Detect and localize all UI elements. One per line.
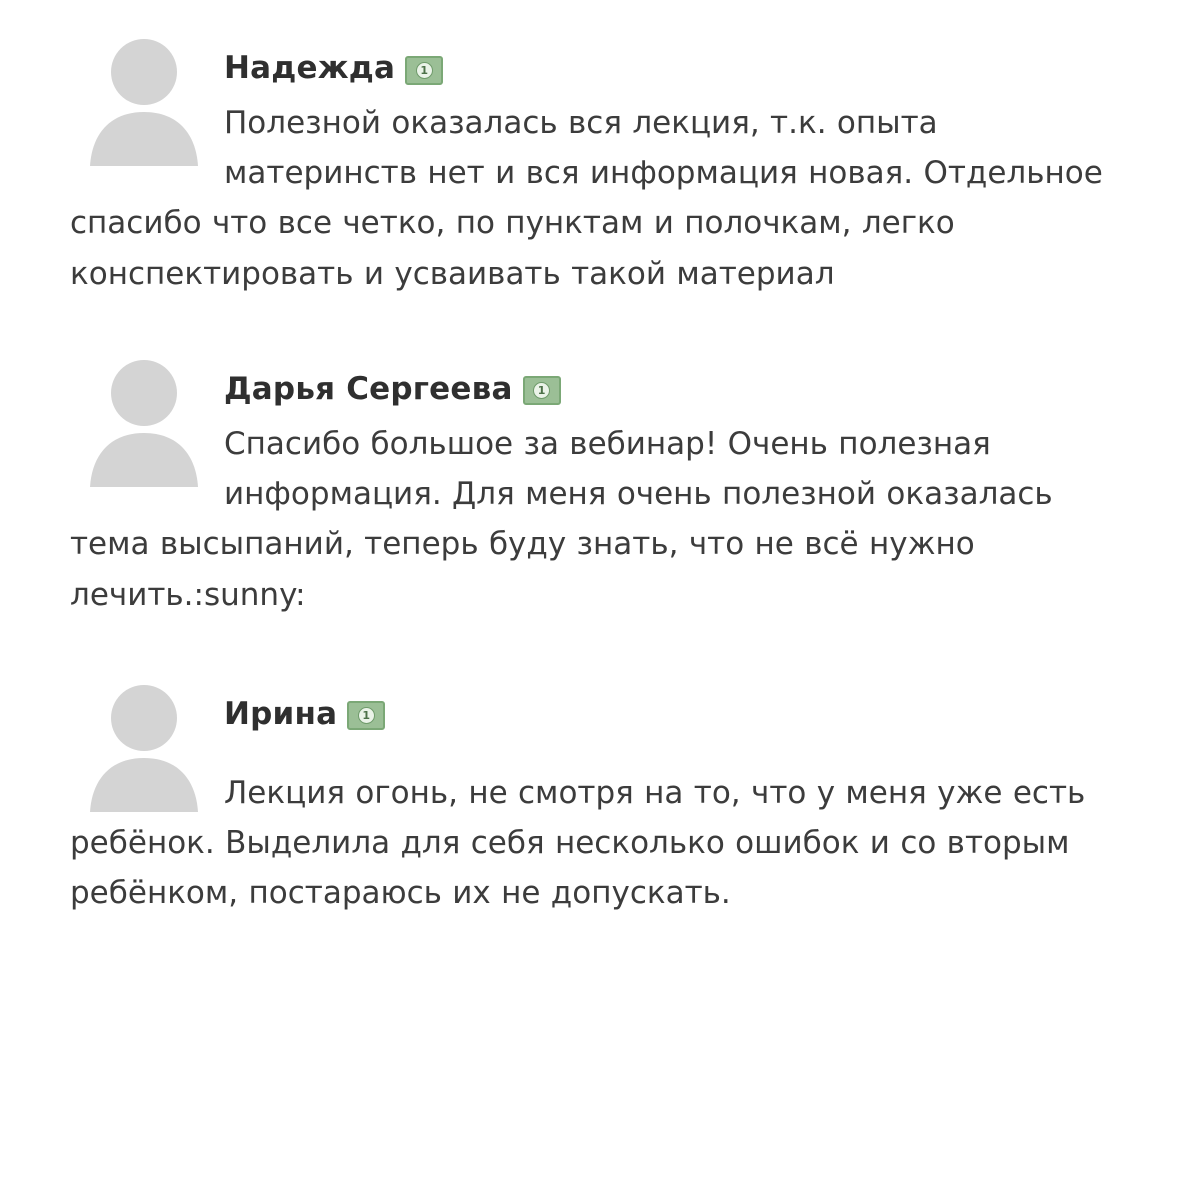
default-avatar-icon: [70, 349, 218, 489]
comment-item: [70, 28, 1130, 299]
comment-text: Полезной оказалась вся лекция, т.к. опыта материнств нет и вся информация новая. Отдельное спасибо что все четко, по пунктам и полочкам, легко конспектировать и усваивать такой материал: [70, 105, 1103, 292]
money-badge-icon: [347, 701, 385, 730]
money-badge-icon: [405, 56, 443, 85]
comment-author-name: Надежда: [224, 50, 396, 86]
default-avatar-icon: [70, 674, 218, 814]
comment-text: Спасибо большое за вебинар! Очень полезная информация. Для меня очень полезной оказалась тема высыпаний, теперь буду знать, что не всё нужно лечить.:sunny:: [70, 425, 1053, 613]
comment-text: Лекция огонь, не смотря на то, что у меня уже есть ребёнок. Выделила для себя несколько ошибок и со вторым ребёнком, постараюсь их не допускать.: [70, 774, 1086, 912]
money-badge-symbol: 1: [358, 707, 375, 724]
comment-author-row: [224, 28, 1130, 86]
comment-item: [70, 674, 1130, 919]
comment-author-name: Дарья Сергеева: [224, 370, 513, 407]
money-badge-symbol: 1: [533, 382, 550, 399]
default-avatar-icon: [70, 28, 218, 168]
comment-author-name: Ирина: [224, 695, 338, 732]
money-badge-symbol: 1: [416, 62, 433, 79]
comment-item: [70, 349, 1130, 620]
money-badge-icon: [523, 376, 561, 405]
comment-author-row: [224, 674, 1130, 732]
comment-author-row: [224, 349, 1130, 407]
